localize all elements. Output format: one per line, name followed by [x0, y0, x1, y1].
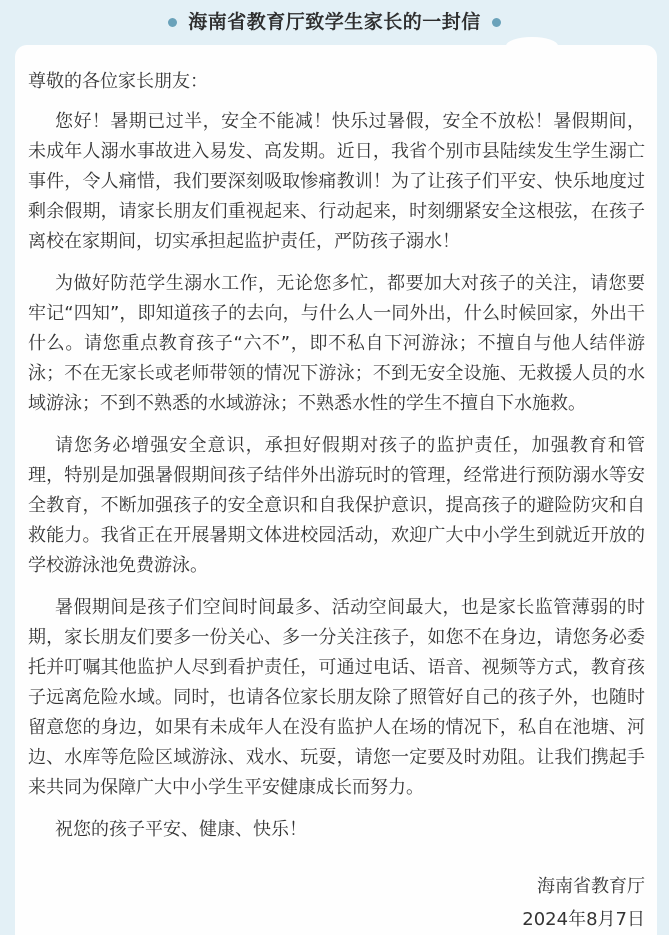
- letter-paragraph: 为做好防范学生溺水工作，无论您多忙，都要加大对孩子的关注，请您要牢记“四知”，即知道孩子的去向，与什么人一同外出，什么时候回家，外出干什么。请您重点教育孩子“六不”，即不私自下河游泳；不擅自与他人结伴游泳；不在无家长或老师带领的情况下游泳；不到无安全设施、无救援人员的水域游泳；不到不熟悉的水域游泳；不熟悉水性的学生不擅自下水施救。: [28, 273, 645, 414]
- letter-wish-paragraph: 祝您的孩子平安、健康、快乐！: [55, 819, 307, 840]
- title-left-dot-icon: [168, 18, 177, 27]
- letter-card: [15, 45, 657, 935]
- letter-paragraph: 请您务必增强安全意识，承担好假期对孩子的监护责任，加强教育和管理，特别是加强暑假期间孩子结伴外出游玩时的管理，经常进行预防溺水等安全教育，不断加强孩子的安全意识和自我保护意识，提高孩子的避险防灾和自救能力。我省正在开展暑期文体进校园活动，欢迎广大中小学生到就近开放的学校游泳池免费游泳。: [28, 435, 645, 576]
- signoff-block: [28, 871, 645, 935]
- letter-date: 2024年8月7日: [522, 909, 645, 930]
- letter-paragraph: 您好！暑期已过半，安全不能减！快乐过暑假，安全不放松！暑假期间，未成年人溺水事故进入易发、高发期。近日，我省个别市县陆续发生学生溺亡事件，令人痛惜，我们要深刻吸取惨痛教训！为了让孩子们平安、快乐地度过剩余假期，请家长朋友们重视起来、行动起来，时刻绷紧安全这根弦，在孩子离校在家期间，切实承担起监护责任，严防孩子溺水！: [28, 111, 645, 252]
- salutation: 尊敬的各位家长朋友：: [28, 71, 208, 92]
- letter-paragraph: 暑假期间是孩子们空间时间最多、活动空间最大，也是家长监管薄弱的时期，家长朋友们要多一份关心、多一分关注孩子，如您不在身边，请您务必委托并叮嘱其他监护人尽到看护责任，可通过电话、语音、视频等方式，教育孩子远离危险水域。同时，也请各位家长朋友除了照管好自己的孩子外，也随时留意您的身边，如果有未成年人在没有监护人在场的情况下，私自在池塘、河边、水库等危险区域游泳、戏水、玩耍，请您一定要及时劝阻。让我们携起手来共同为保障广大中小学生平安健康成长而努力。: [28, 597, 645, 798]
- signature: 海南省教育厅: [537, 876, 645, 897]
- title-right-dot-icon: [492, 18, 501, 27]
- page-title: 海南省教育厅致学生家长的一封信: [188, 11, 481, 33]
- letter-body: [28, 67, 645, 935]
- article-header: [0, 0, 669, 45]
